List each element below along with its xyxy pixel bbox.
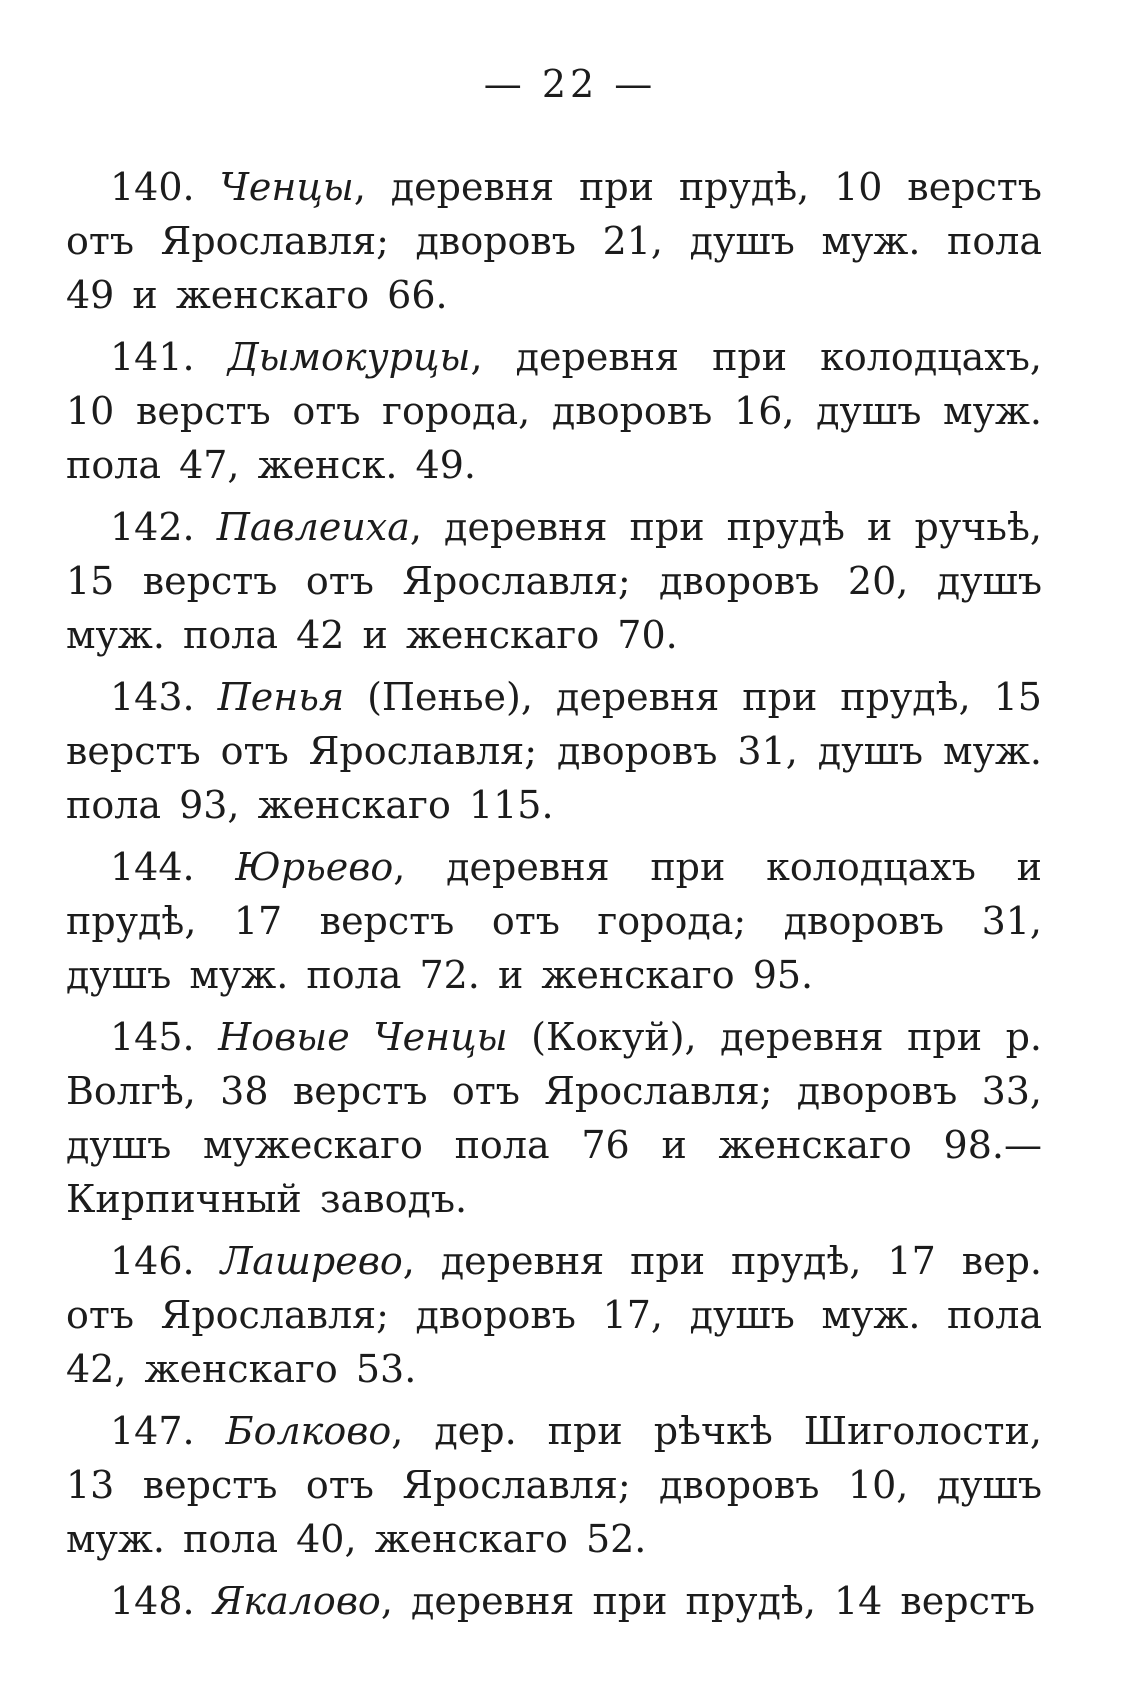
entry-text: , деревня при прудѣ, 14 верстъ bbox=[380, 1579, 1036, 1623]
entry-148 bbox=[66, 1574, 1042, 1628]
entry-list bbox=[66, 160, 1042, 1636]
entry-text: , деревня при прудѣ, 17 вер. отъ Ярославля; дворовъ 17, душъ муж. пола 42, женскаго 53. bbox=[66, 1239, 1042, 1391]
entry-143 bbox=[66, 670, 1042, 832]
place-name: Якалово bbox=[212, 1579, 381, 1623]
entry-number: 141. bbox=[110, 335, 195, 379]
place-name: Дымокурцы bbox=[227, 335, 471, 379]
place-name: Павлеиха bbox=[216, 505, 410, 549]
entry-number: 142. bbox=[110, 505, 195, 549]
entry-145 bbox=[66, 1010, 1042, 1226]
entry-number: 143. bbox=[110, 675, 195, 719]
entry-number: 146. bbox=[110, 1239, 195, 1283]
entry-141 bbox=[66, 330, 1042, 492]
entry-number: 148. bbox=[110, 1579, 195, 1623]
place-name: Лашрево bbox=[220, 1239, 403, 1283]
entry-number: 145. bbox=[110, 1015, 195, 1059]
place-name: Юрьево bbox=[235, 845, 394, 889]
entry-number: 140. bbox=[110, 165, 195, 209]
place-name: Ченцы bbox=[219, 165, 354, 209]
entry-144 bbox=[66, 840, 1042, 1002]
entry-text: , дер. при рѣчкѣ Шиголости, 13 верстъ отъ Ярославля; дворовъ 10, душъ муж. пола 40, женскаго 52. bbox=[66, 1409, 1042, 1561]
place-name: Пенья bbox=[217, 675, 345, 719]
entry-number: 147. bbox=[110, 1409, 195, 1453]
entry-147 bbox=[66, 1404, 1042, 1566]
entry-142 bbox=[66, 500, 1042, 662]
entry-text: , деревня при колодцахъ, 10 верстъ отъ города, дворовъ 16, душъ муж. пола 47, женск. 49. bbox=[66, 335, 1042, 487]
page-number: — 22 — bbox=[483, 62, 657, 106]
entry-146 bbox=[66, 1234, 1042, 1396]
entry-text: , деревня при прудѣ, 10 верстъ отъ Ярославля; дворовъ 21, душъ муж. пола 49 и женскаго 66. bbox=[66, 165, 1042, 317]
entry-number: 144. bbox=[110, 845, 195, 889]
entry-text: (Пенье), деревня при прудѣ, 15 верстъ отъ Ярославля; дворовъ 31, душъ муж. пола 93, женскаго 115. bbox=[66, 675, 1042, 827]
place-name: Болково bbox=[225, 1409, 392, 1453]
entry-text: , деревня при колодцахъ и прудѣ, 17 верстъ отъ города; дворовъ 31, душъ муж. пола 72. и женскаго 95. bbox=[66, 845, 1042, 997]
entry-text: , деревня при прудѣ и ручьѣ, 15 верстъ отъ Ярославля; дворовъ 20, душъ муж. пола 42 и женскаго 70. bbox=[66, 505, 1042, 657]
entry-140 bbox=[66, 160, 1042, 322]
entry-text: (Кокуй), деревня при р. Волгѣ, 38 верстъ отъ Ярославля; дворовъ 33, душъ мужескаго пола 76 и женскаго 98.— Кирпичный заводъ. bbox=[66, 1015, 1042, 1221]
place-name: Новые Ченцы bbox=[218, 1015, 508, 1059]
